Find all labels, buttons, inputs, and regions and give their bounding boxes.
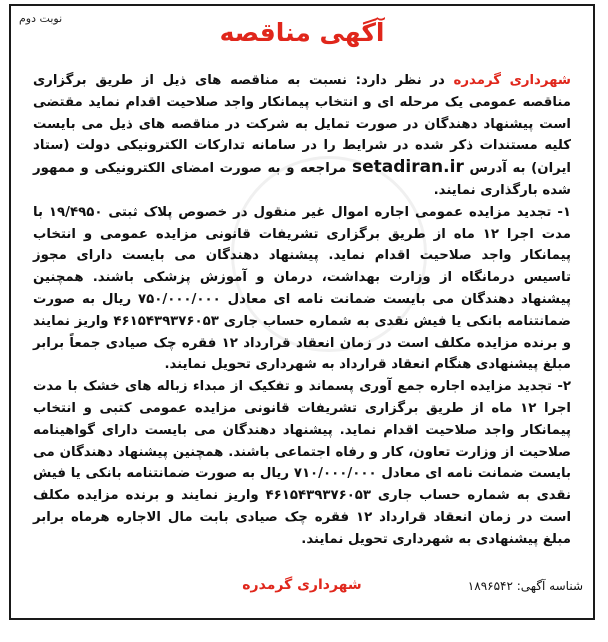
notice-body	[33, 70, 571, 551]
notice-frame	[9, 4, 595, 620]
ad-id: شناسه آگهی: ۱۸۹۶۵۴۲	[467, 579, 583, 593]
signature: شهرداری گرمدره	[242, 577, 362, 593]
intro-text-1: در نظر دارد: نسبت به مناقصه های ذیل از طریق برگزاری مناقصه عمومی یک مرحله ای و انتخاب پیمانکار واجد صلاحیت اقدام نماید مقتضی است پیشنهاد دهندگان در صورت تمایل به شرکت در مناقصه های ذیل می بایست کلیه مستندات ذکر شده در شرایط را در سامانه تدارکات الکترونیکی دولت (ستاد ایران) به آدرس	[33, 73, 571, 177]
publication-turn: نوبت دوم	[19, 12, 63, 25]
item-2: ۲- تجدید مزایده اجاره جمع آوری پسماند و تفکیک از مبداء زباله های خشک با مدت اجرا ۱۲ ماه از طریق برگزاری تشریفات قانونی مزایده عمومی کتبی و انتخاب پیمانکار واجد صلاحیت اقدام نماید. پیشنهاد دهندگان می بایست دارای گواهینامه صلاحیت از وزارت تعاون، کار و رفاه اجتماعی باشند. همچنین پیشنهاد دهندگان می بایست ضمانت نامه ای معادل ۷۱۰/۰۰۰/۰۰۰ ریال به صورت ضمانتنامه بانکی یا فیش نقدی به شماره حساب جاری ۴۶۱۵۴۳۹۳۷۶۰۵۳ واریز نمایند و برنده مزایده مکلف است در زمان انعقاد قرارداد ۱۲ فقره چک صیادی بابت مال الاجاره هرماه برابر مبلغ پیشنهادی به شهرداری تحویل نمایند.	[33, 379, 572, 547]
notice-title: آگهی مناقصه	[219, 18, 385, 47]
municipality-name: شهرداری گرمدره	[453, 73, 571, 88]
item-1: ۱- تجدید مزایده عمومی اجاره اموال غیر منقول در خصوص پلاک ثبتی ۱۹/۴۹۵۰ با مدت اجرا ۱۲ ماه از طریق برگزاری تشریفات قانونی مزایده عمومی و انتخاب پیمانکار واجد صلاحیت اقدام نماید. پیشنهاد دهندگان می بایست دارای مجوز تاسیس درمانگاه از وزارت بهداشت، درمان و آموزش پزشکی باشند. همچنین پیشنهاد دهندگان می بایست ضمانت نامه ای معادل ۷۵۰/۰۰۰/۰۰۰ ریال به صورت ضمانتنامه بانکی یا فیش نقدی به شماره حساب جاری ۴۶۱۵۴۳۹۳۷۶۰۵۳ واریز نمایند و برنده مزایده مکلف است در زمان انعقاد قرارداد ۱۲ فقره چک صیادی جمعاً برابر مبلغ پیشنهادی هنگام انعقاد قرارداد به شهرداری تحویل نمایند.	[33, 204, 571, 373]
intro-text-2: مراجعه و به صورت امضای الکترونیکی و ممهور شده بارگذاری نمایند.	[33, 161, 571, 198]
intro-paragraph	[33, 70, 571, 202]
website-link[interactable]: setadiran.ir	[351, 157, 464, 178]
